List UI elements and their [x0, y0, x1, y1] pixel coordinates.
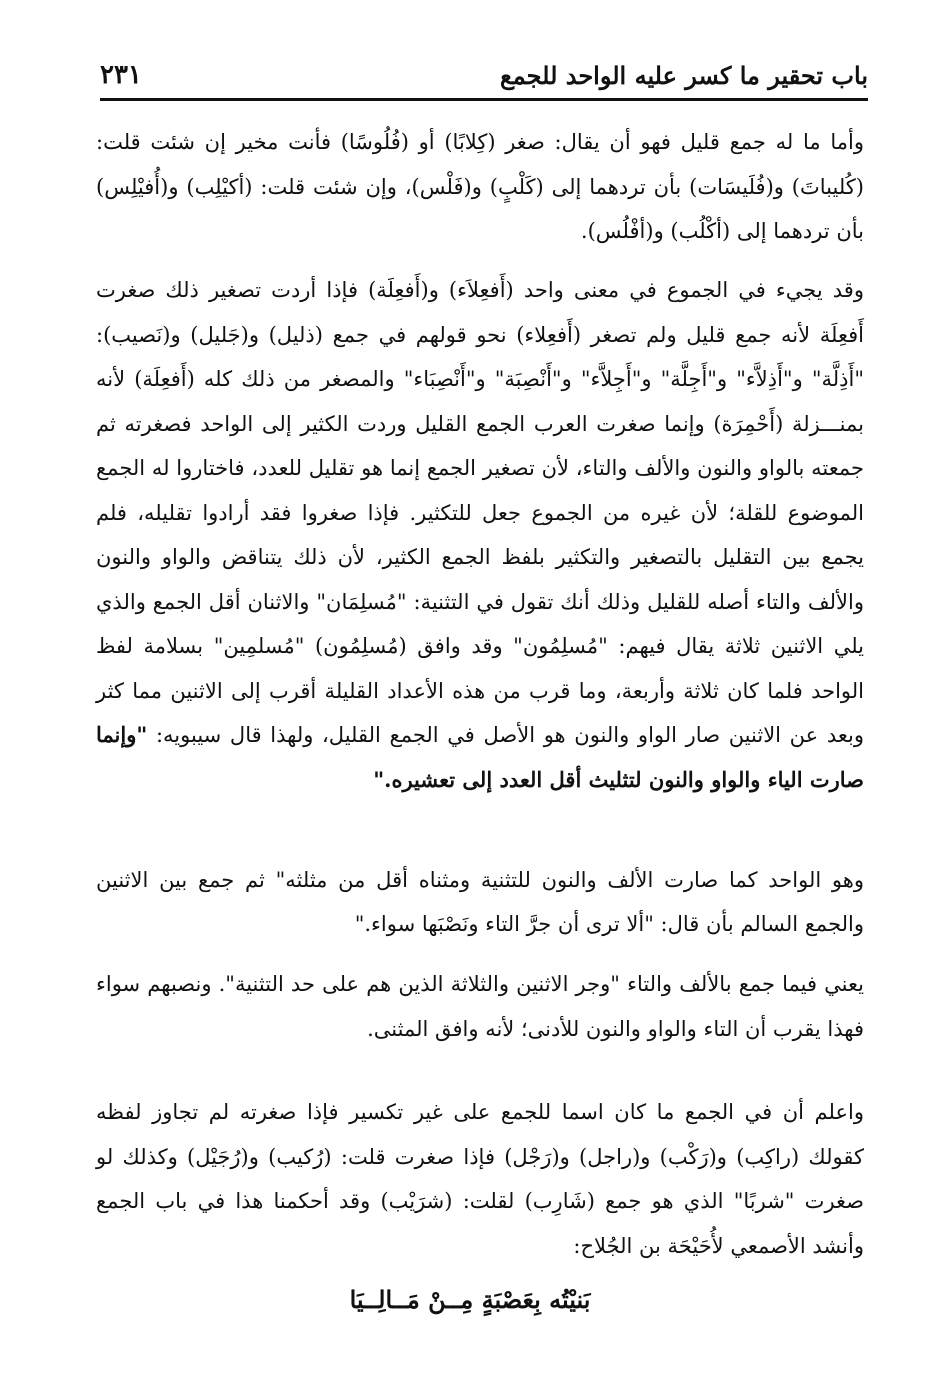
paragraph-5: [96, 1090, 864, 1268]
paragraph-1: [96, 120, 864, 254]
paragraph-2: [96, 268, 864, 802]
chapter-title: باب تحقير ما كسر عليه الواحد للجمع: [499, 60, 868, 90]
paragraph-4: [96, 962, 864, 1052]
sibawayh-quote: "وإنما صارت الياء والواو والنون لتثليث أقل العدد إلى تعشيره.": [96, 722, 864, 792]
page-number: ٢٣١: [100, 60, 142, 90]
running-header: [100, 52, 868, 101]
paragraph-4-text: يعني فيما جمع بالألف والتاء "وجر الاثنين والثلاثة الذين هم على حد التثنية". ونصبهم سواء فهذا يقرب أن التاء والواو والنون للأدنى؛ لأنه وافق المثنى.: [96, 972, 864, 1041]
paragraph-2-text: وقد يجيء في الجموع في معنى واحد (أَفعِلاَء) و(أَفعِلَة) فإذا أردت تصغير ذلك صغرت أَفعِلَة لأنه جمع قليل ولم تصغر (أَفعِلاء) نحو قولهم في جمع (ذليل) و(جَليل) و(نَصيب): "أَذِلَّة" و"أَذِلاَّء" و"أَجِلَّة" و"أَجِلاَّء" و"أَنْصِبَة" و"أَنْصِبَاء" والمصغر من ذلك كله (أَفعِلَة) لأنه بمنـــزلة (أَحْمِرَة) وإنما صغرت العرب الجمع القليل وردت الكثير إلى الواحد فصغرته ثم جمعته بالواو والنون والألف والتاء، لأن تصغير الجمع إنما هو تقليل للعدد، فاختاروا له الجمع الموضوع للقلة؛ لأن غيره من الجموع جعل للتكثير. فإذا صغروا فقد أرادوا تقليله، فلم يجمع بين التقليل بالتصغير والتكثير بلفظ الجمع الكثير، لأن ذلك يتناقض والواو والنون والألف والتاء أصله للقليل وذلك أنك تقول في التثنية: "مُسلِمَان" والاثنان أقل الجمع والذي يلي الاثنين ثلاثة يقال فيهم: "مُسلِمُون" وقد وافق (مُسلِمُون) "مُسلمِين" بسلامة لفظ الواحد فلما كان ثلاثة وأربعة، وما قرب من هذه الأعداد القليلة أقرب إلى الاثنين مما كثر وبعد عن الاثنين صار الواو والنون هو الأصل في الجمع القليل، ولهذا قال سيبويه:: [96, 278, 864, 747]
paragraph-3: [96, 858, 864, 946]
poetry-verse: بَنيْتُه بِعَصْبَةٍ مِــنْ مَــالِــيَا: [349, 1285, 591, 1314]
paragraph-3-text: وهو الواحد كما صارت الألف والنون للتثنية ومثناه أقل من مثلثه" ثم جمع بين الاثنين والجمع السالم بأن قال: "ألا ترى أن جرَّ التاء ونَصْبَها سواء.": [96, 868, 864, 936]
paragraph-5-text: واعلم أن في الجمع ما كان اسما للجمع على غير تكسير فإذا صغرته لم تجاوز لفظه كقولك (راكِب) و(رَكْب) و(راجل) و(رَجْل) فإذا صغرت قلت: (رُكيب) و(رُجَيْل) وكذلك لو صغرت "شربًا" الذي هو جمع (شَارِب) لقلت: (شرَيْب) وقد أحكمنا هذا في باب الجمع وأنشد الأصمعي لأُحَيْحَة بن الجُلاح:: [96, 1100, 864, 1258]
paragraph-1-text: وأما ما له جمع قليل فهو أن يقال: صغر (كِلابًا) أو (فُلُوسًا) فأنت مخير إن شئت قلت: (كُليباتَ) و(فُلَيسَات) بأن تردهما إلى (كَلْبٍ) و(فَلْس)، وإن شئت قلت: (أكيْلِب) و(أُفيْلِس) بأن تردهما إلى (أكْلُب) و(أفْلُس).: [96, 130, 864, 243]
